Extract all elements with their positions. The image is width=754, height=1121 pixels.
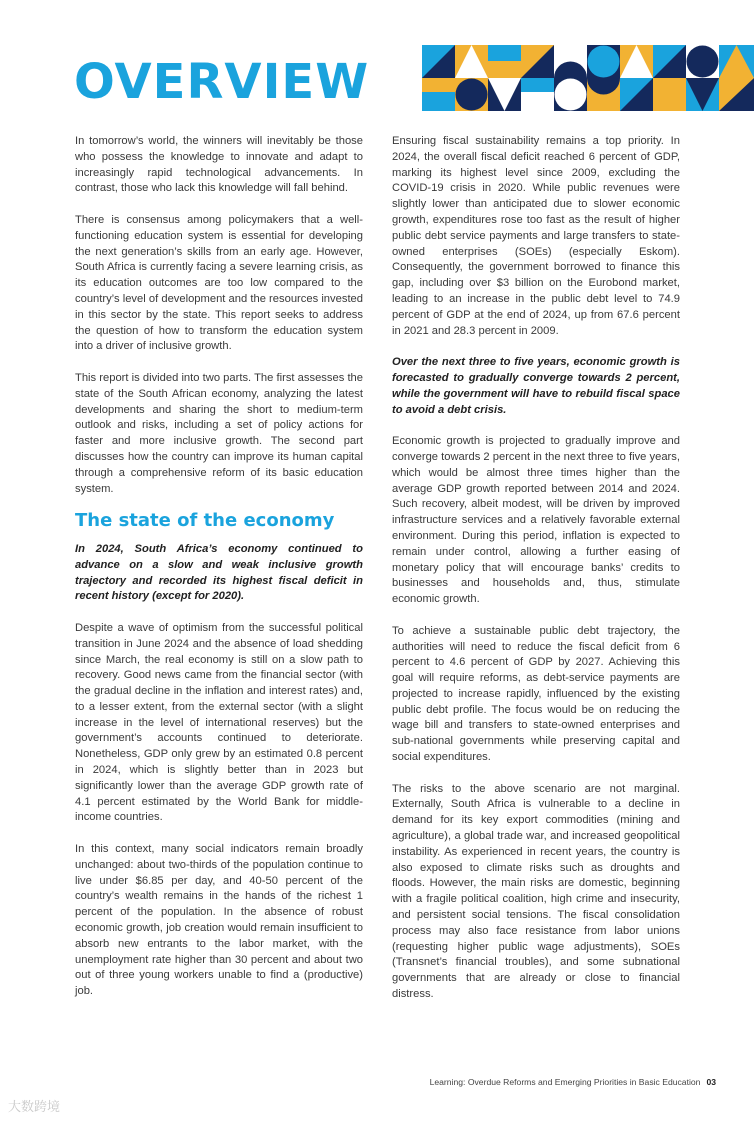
left-column	[75, 134, 363, 1016]
mosaic-top-row	[422, 45, 754, 78]
footer-report-title: Learning: Overdue Reforms and Emerging Priorities in Basic Education	[429, 1077, 701, 1087]
right-column	[392, 134, 680, 1019]
intro-paragraph: This report is divided into two parts. The first assesses the state of the South African economy, analyzing the latest developments and sharing the short to medium-term outlook and risks, including a set of policy actions for faster and more inclusive growth. The second part discusses how the country can improve its human capital through a comprehensive reform of its basic education system.	[75, 371, 363, 495]
page-number: 03	[706, 1077, 716, 1087]
page-title: OVERVIEW	[74, 54, 370, 110]
body-paragraph: Despite a wave of optimism from the successful political transition in June 2024 and the absence of load shedding since March, the real economy is still on a slow path to recovery. Good news came from the financial sector (with the gradual decline in the inflation and interest rates) and, to a lesser extent, from the external sector (with a slight increase in the level of international reserves) but the government’s accounts continued to deteriorate. Nonetheless, GDP only grew by an estimated 0.8 percent in 2024, which is slightly better than in 2023 but significantly lower than the average GDP growth rate of 4.1 percent estimated by the World Bank for middle-income countries.	[75, 621, 363, 824]
section-lead: In 2024, South Africa’s economy continued to advance on a slow and weak inclusive growth trajectory and recorded its highest fiscal deficit in recent history (except for 2020).	[75, 542, 363, 603]
watermark: 大数跨境	[8, 1099, 61, 1114]
body-paragraph: Ensuring fiscal sustainability remains a top priority. In 2024, the overall fiscal deficit reached 6 percent of GDP, marking its highest level since 2009, excluding the COVID-19 crisis in 2020. While public revenues were slightly lower than anticipated due to slower economic growth, expenditures rose too fast as the result of higher public debt service payments and large transfers to state-owned enterprises (SOEs) (especially Eskom). Consequently, the government borrowed to finance this gap, including over $3 billion on the Eurobond market, leading to an increase in the public debt level to 74.9 percent of GDP at the end of 2024, up from 67.6 percent in 2021 and 28.3 percent in 2009.	[392, 135, 680, 337]
decorative-mosaic-graphic	[422, 45, 754, 111]
mosaic-bottom-row	[422, 78, 754, 111]
section-heading: The state of the economy	[75, 510, 335, 532]
body-paragraph: The risks to the above scenario are not marginal. Externally, South Africa is vulnerable to a decline in demand for its key export commodities (mining and agriculture), a global trade war, and increased geopolitical instability. As experienced in recent years, the country is also exposed to climate risks such as droughts and floods. However, the main risks are domestic, beginning with a fragile political coalition, high crime and insecurity, and persistent social tensions. The fiscal consolidation process may also face resistance from labor unions (requesting higher public wage adjustments), SOEs (Transnet’s financial troubles), and some subnational governments that are already or close to financial distress.	[392, 782, 680, 1001]
intro-paragraph: There is consensus among policymakers that a well-functioning education system is essential for developing the next generation’s skills from an early age. However, South Africa is currently facing a severe learning crisis, as its education outcomes are too low compared to the country’s level of development and the resources invested in this sector by the state. This report seeks to address the question of how to transform the education system into a driver of inclusive growth.	[75, 213, 363, 353]
body-paragraph: Economic growth is projected to gradually improve and converge towards 2 percent in the next three to five years, which would be almost three times higher than the average GDP growth reported between 2014 and 2024. Such recovery, albeit modest, will be driven by improved infrastructure services and a relatively favorable external environment. During this period, inflation is expected to remain under control, allowing a further easing of monetary policy that will encourage banks’ credits to businesses and households and, thus, stimulate economic growth.	[392, 435, 680, 606]
body-paragraph: To achieve a sustainable public debt trajectory, the authorities will need to reduce the fiscal deficit from 6 percent to 4.6 percent of GDP by 2027. Achieving this goal will require reforms, as debt-service payments are projected to increase rapidly, influenced by the existing public debt profile. The focus would be on reducing the wage bill and transfers to state-owned enterprises and sub-national governments while preserving capital and social expenditures.	[392, 624, 680, 764]
body-paragraph: In this context, many social indicators remain broadly unchanged: about two-thirds of the population continue to live under $6.85 per day, and 40-50 percent of the country’s wealth remains in the hands of the richest 1 percent of the population. In the absence of robust economic growth, job creation would remain insufficient to absorb new entrants to the labor market, with the unemployment rate higher than 30 percent and about two out of three young workers unable to find a (productive) job.	[75, 843, 363, 998]
lead-paragraph: Over the next three to five years, economic growth is forecasted to gradually converge towards 2 percent, while the government will have to rebuild fiscal space to avoid a debt crisis.	[392, 356, 680, 416]
intro-paragraph: In tomorrow’s world, the winners will inevitably be those who possess the knowledge to innovate and adapt to increasingly rapid technological advancements. In contrast, those who lack this knowledge will fall behind.	[75, 135, 363, 195]
page-footer	[430, 1077, 716, 1087]
